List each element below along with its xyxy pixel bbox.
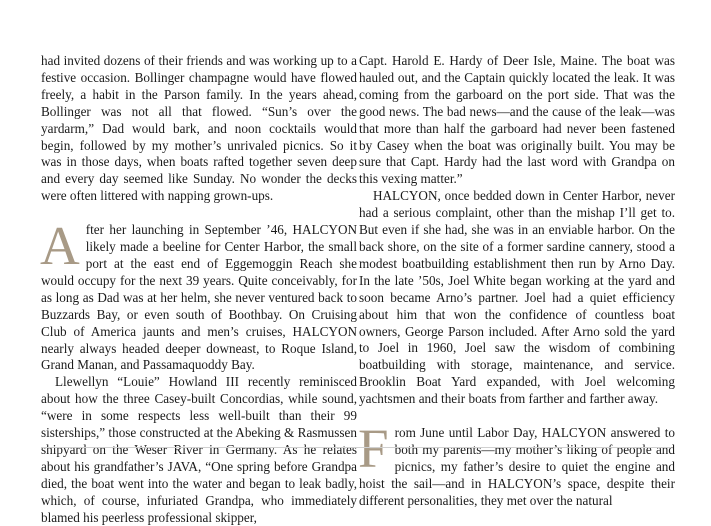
bottom-rule <box>41 447 671 448</box>
right-paragraph-2: HALCYON, once bedded down in Center Harbor, never had a serious complaint, other than the mishap I’ll get to. But even if she had, she was in an enviable harbor. On the back shore, on the site of a former sardine cannery, stood a modest boatbuilding establishment then run by Arno Day. In the late ’50s, Joel White began working at the yard and soon became Arno’s partner. Joel had a quiet efficiency about him that won the confidence of countless boat owners, George Parson included. After Arno sold the yard to Joel in 1960, Joel saw the wisdom of combining boatbuilding with storage, maintenance, and service. Brooklin Boat Yard expanded, with Joel welcoming yachtsmen and their boats from farther and farther away. <box>359 188 675 407</box>
left-column <box>41 53 357 526</box>
drop-cap-f: F <box>358 418 389 480</box>
left-paragraph-2-text: fter her launching in September ’46, HALCYON likely made a beeline for Center Harbor, the small port at the east end of Eggemoggin Reach she would occupy for the next 39 years. Quite conceivably, for as long as Dad was at her helm, she never ventured back to Buzzards Bay, or even south of Boothbay. On Cruising Club of America jaunts and men’s cruises, HALCYON nearly always headed deeper downeast, to Roque Island, Grand Manan, and Passamaquoddy Bay. <box>41 222 357 373</box>
right-column <box>359 53 675 510</box>
left-paragraph-2 <box>40 215 357 374</box>
right-paragraph-1: Capt. Harold E. Hardy of Deer Isle, Maine. The boat was hauled out, and the Captain quickly located the leak. It was coming from the garboard on the port side. That was the good news. The bad news—and the cause of the leak—was that more than half the garboard had never been fastened by Casey when the boat was originally built. You may be sure that Capt. Hardy had the last word with Grandpa on this vexing matter.” <box>359 53 675 187</box>
right-paragraph-3 <box>358 418 675 510</box>
right-paragraph-3-text: rom June until Labor Day, HALCYON answered to both my parents—my mother’s liking of people and picnics, my father’s desire to quiet the engine and hoist the sail—and in HALCYON’s space, despite their different personalities, they met over the natural <box>359 425 675 508</box>
left-paragraph-1: had invited dozens of their friends and was working up to a festive occasion. Bollinger champagne would have flowed freely, a habit in the Parson family. In the years ahead, Bollinger was not all that flowed. “Sun’s over the yardarm,” Dad would bark, and noon cocktails would begin, followed by my mother’s unrivaled picnics. So it was in those days, when boats rafted together seven deep and every day seemed like Sunday. No wonder the decks were often littered with napping grown-ups. <box>41 53 357 204</box>
left-paragraph-3: Llewellyn “Louie” Howland III recently reminisced about how the three Casey-built Concordias, while sound, “were in some respects less well-built than their 99 sisterships,” those constructed at the Abeking & Rasmussen shipyard on the Weser River in Germany. As he relates about his grandfather’s JAVA, “One spring before Grandpa died, the boat went into the water and began to leak badly, which, of course, infuriated Grandpa, who immediately blamed his peerless professional skipper, <box>41 374 357 525</box>
drop-cap-a: A <box>40 215 80 277</box>
